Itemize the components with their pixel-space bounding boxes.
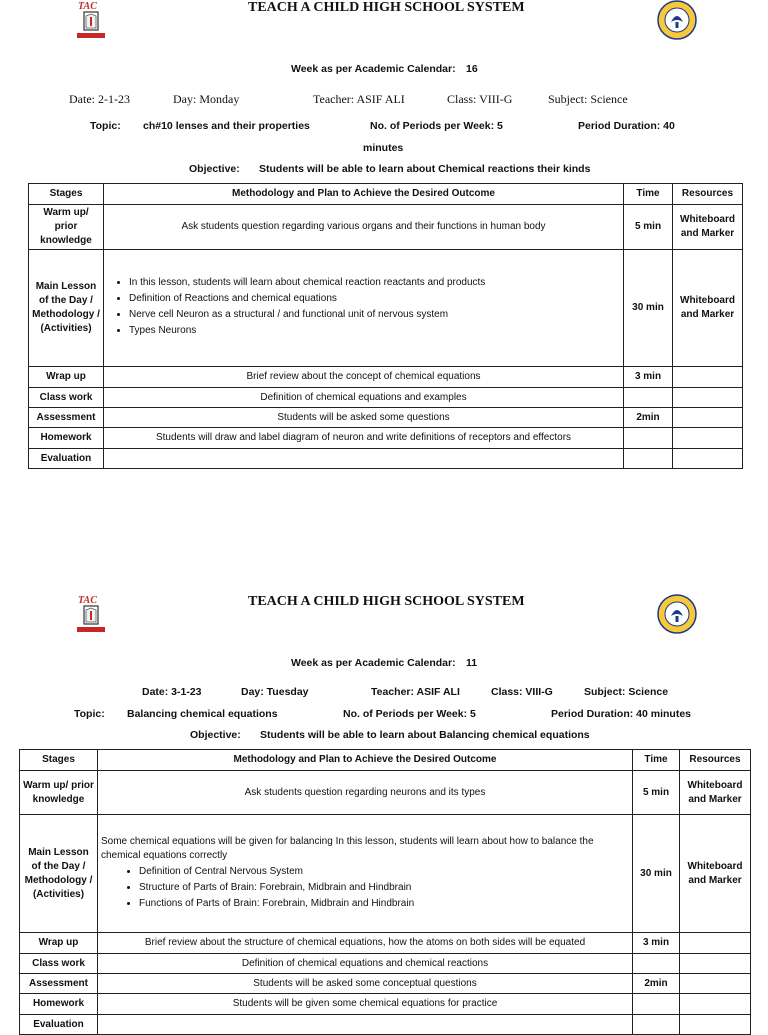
table-row	[20, 994, 751, 1015]
stage-assessment: Assessment	[29, 408, 104, 428]
school-name: TEACH A CHILD HIGH SCHOOL SYSTEM	[248, 594, 525, 609]
header-resources: Resources	[673, 184, 743, 205]
method-evaluation	[104, 449, 624, 469]
week-value: 11	[466, 657, 478, 669]
resources-classwork	[673, 388, 743, 408]
objective-value: Students will be able to learn about Balancing chemical equations	[260, 729, 590, 741]
method-warmup: Ask students question regarding neurons and its types	[98, 771, 633, 815]
main-intro: Some chemical equations will be given for balancing In this lesson, students will learn about how to balance the chemical equations correctly	[101, 835, 594, 861]
method-classwork: Definition of chemical equations and chemical reactions	[98, 954, 633, 974]
time-evaluation	[633, 1015, 680, 1035]
method-wrapup: Brief review about the structure of chemical equations, how the atoms on both sides will be equated	[98, 933, 633, 954]
time-assessment: 2min	[633, 974, 680, 994]
subject-field: Subject: Science	[584, 686, 669, 698]
resources-main: Whiteboard and Marker	[673, 250, 743, 367]
stage-evaluation: Evaluation	[20, 1015, 98, 1035]
method-assessment: Students will be asked some conceptual questions	[98, 974, 633, 994]
table-row	[29, 388, 743, 408]
stage-classwork: Class work	[20, 954, 98, 974]
table-row	[29, 250, 743, 367]
table-row	[29, 428, 743, 449]
table-row	[20, 815, 751, 933]
school-name: TEACH A CHILD HIGH SCHOOL SYSTEM	[248, 0, 525, 15]
main-bullet: • Definition of Central Nervous System	[139, 865, 629, 879]
lesson-table	[28, 183, 743, 469]
tac-logo-text: TAC	[78, 1, 97, 12]
header-methodology: Methodology and Plan to Achieve the Desired Outcome	[104, 184, 624, 205]
time-classwork	[624, 388, 673, 408]
time-warmup: 5 min	[624, 205, 673, 250]
table-row	[29, 367, 743, 388]
tac-logo-text: TAC	[78, 595, 97, 606]
stage-warmup: Warm up/ prior knowledge	[20, 771, 98, 815]
resources-assessment	[673, 408, 743, 428]
time-main: 30 min	[624, 250, 673, 367]
topic-value: Balancing chemical equations	[127, 708, 278, 720]
week-label: Week as per Academic Calendar:	[291, 657, 456, 669]
time-assessment: 2min	[624, 408, 673, 428]
method-main	[104, 250, 624, 367]
tac-logo-icon	[74, 0, 108, 40]
stage-wrapup: Wrap up	[20, 933, 98, 954]
topic-value: ch#10 lenses and their properties	[143, 120, 310, 132]
resources-warmup: Whiteboard and Marker	[673, 205, 743, 250]
time-wrapup: 3 min	[633, 933, 680, 954]
day-field: Day: Tuesday	[241, 686, 309, 698]
week-label: Week as per Academic Calendar:	[291, 63, 456, 75]
method-homework: Students will be given some chemical equations for practice	[98, 994, 633, 1015]
resources-wrapup	[680, 933, 751, 954]
duration-field: Period Duration: 40	[578, 120, 675, 132]
method-evaluation	[98, 1015, 633, 1035]
header-stages: Stages	[29, 184, 104, 205]
day-field: Day: Monday	[173, 92, 240, 106]
table-row	[29, 449, 743, 469]
header-resources: Resources	[680, 750, 751, 771]
method-wrapup: Brief review about the concept of chemical equations	[104, 367, 624, 388]
time-wrapup: 3 min	[624, 367, 673, 388]
subject-field: Subject: Science	[548, 92, 628, 106]
header-time: Time	[633, 750, 680, 771]
duration-field: Period Duration: 40 minutes	[551, 708, 692, 720]
objective-label: Objective:	[189, 163, 240, 175]
main-bullet: • Nerve cell Neuron as a structural / and functional unit of nervous system	[129, 308, 620, 322]
method-assessment: Students will be asked some questions	[104, 408, 624, 428]
stage-wrapup: Wrap up	[29, 367, 104, 388]
stage-homework: Homework	[29, 428, 104, 449]
resources-homework	[673, 428, 743, 449]
teacher-field: Teacher: ASIF ALI	[371, 686, 460, 698]
stage-evaluation: Evaluation	[29, 449, 104, 469]
teacher-field: Teacher: ASIF ALI	[313, 92, 405, 106]
class-field: Class: VIII-G	[491, 686, 553, 698]
stage-main: Main Lesson of the Day / Methodology / (Activities)	[29, 250, 104, 367]
resources-wrapup	[673, 367, 743, 388]
resources-evaluation	[673, 449, 743, 469]
stage-homework: Homework	[20, 994, 98, 1015]
resources-main: Whiteboard and Marker	[680, 815, 751, 933]
table-row	[20, 954, 751, 974]
tac-logo-icon	[74, 594, 108, 634]
time-homework	[633, 994, 680, 1015]
objective-label: Objective:	[190, 729, 241, 741]
date-field: Date: 2-1-23	[69, 92, 130, 106]
main-bullet: • Definition of Reactions and chemical equations	[129, 292, 620, 306]
stage-classwork: Class work	[29, 388, 104, 408]
time-warmup: 5 min	[633, 771, 680, 815]
time-evaluation	[624, 449, 673, 469]
main-bullet: • In this lesson, students will learn about chemical reaction reactants and products	[129, 276, 620, 290]
lesson-table	[19, 749, 751, 1035]
resources-evaluation	[680, 1015, 751, 1035]
stage-warmup: Warm up/ prior knowledge	[29, 205, 104, 250]
time-homework	[624, 428, 673, 449]
time-classwork	[633, 954, 680, 974]
method-main	[98, 815, 633, 933]
table-row	[29, 205, 743, 250]
week-value: 16	[466, 63, 478, 75]
main-bullet: • Types Neurons	[129, 324, 620, 338]
resources-warmup: Whiteboard and Marker	[680, 771, 751, 815]
periods-field: No. of Periods per Week: 5	[343, 708, 476, 720]
duration-continued: minutes	[363, 142, 404, 154]
resources-classwork	[680, 954, 751, 974]
header-methodology: Methodology and Plan to Achieve the Desired Outcome	[98, 750, 633, 771]
method-homework: Students will draw and label diagram of neuron and write definitions of receptors and effectors	[104, 428, 624, 449]
table-row	[20, 1015, 751, 1035]
topic-label: Topic:	[90, 120, 121, 132]
table-row	[29, 408, 743, 428]
resources-homework	[680, 994, 751, 1015]
date-field: Date: 3-1-23	[142, 686, 202, 698]
method-warmup: Ask students question regarding various organs and their functions in human body	[104, 205, 624, 250]
table-row	[20, 974, 751, 994]
header-stages: Stages	[20, 750, 98, 771]
table-row	[20, 933, 751, 954]
stage-main: Main Lesson of the Day / Methodology / (Activities)	[20, 815, 98, 933]
periods-field: No. of Periods per Week: 5	[370, 120, 503, 132]
resources-assessment	[680, 974, 751, 994]
helpcare-seal-icon	[657, 594, 697, 634]
main-bullet: • Functions of Parts of Brain: Forebrain, Midbrain and Hindbrain	[139, 897, 629, 911]
class-field: Class: VIII-G	[447, 92, 513, 106]
stage-assessment: Assessment	[20, 974, 98, 994]
topic-label: Topic:	[74, 708, 105, 720]
method-classwork: Definition of chemical equations and examples	[104, 388, 624, 408]
main-bullet: • Structure of Parts of Brain: Forebrain, Midbrain and Hindbrain	[139, 881, 629, 895]
header-time: Time	[624, 184, 673, 205]
time-main: 30 min	[633, 815, 680, 933]
table-row	[20, 771, 751, 815]
objective-value: Students will be able to learn about Chemical reactions their kinds	[259, 163, 591, 175]
helpcare-seal-icon	[657, 0, 697, 40]
